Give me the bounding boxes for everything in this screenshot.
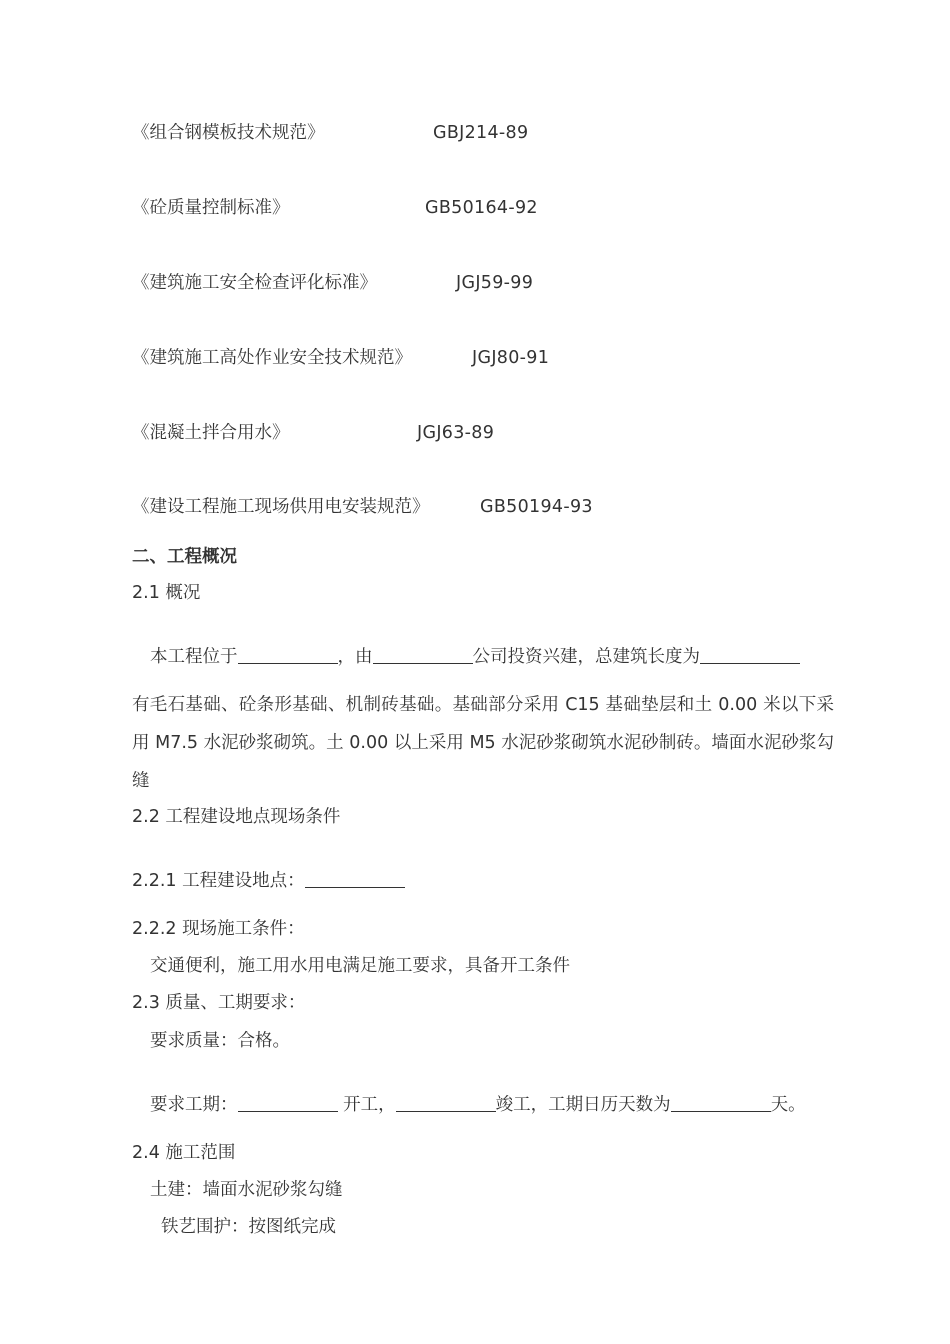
length-blank bbox=[700, 645, 800, 664]
location-blank bbox=[238, 645, 338, 664]
standard-code: GB50164-92 bbox=[425, 198, 538, 218]
standard-name: 《混凝土拌合用水》 bbox=[132, 423, 290, 443]
standard-code: JGJ80-91 bbox=[472, 348, 550, 368]
standard-name: 《建筑施工高处作业安全技术规范》 bbox=[132, 348, 412, 368]
scope-ironwork: 铁艺围护：按图纸完成 bbox=[161, 1217, 336, 1237]
site-location-line bbox=[132, 869, 405, 893]
site-location-label: 2.2.1 工程建设地点： bbox=[132, 871, 305, 891]
intro-text: ，由 bbox=[337, 647, 373, 667]
subsection-title-2-2: 2.2 工程建设地点现场条件 bbox=[132, 807, 341, 827]
standard-code: GBJ214-89 bbox=[433, 123, 529, 143]
site-conditions-text: 交通便利，施工用水用电满足施工要求，具备开工条件 bbox=[150, 956, 570, 976]
subsection-title-2-4: 2.4 施工范围 bbox=[132, 1143, 236, 1163]
standard-name: 《砼质量控制标准》 bbox=[132, 198, 290, 218]
site-location-blank bbox=[305, 869, 405, 888]
end-date-blank bbox=[396, 1093, 496, 1112]
subsection-title-2-3: 2.3 质量、工期要求： bbox=[132, 993, 306, 1013]
intro-text: 公司投资兴建，总建筑长度为 bbox=[472, 647, 700, 667]
scope-civil: 土建：墙面水泥砂浆勾缝 bbox=[150, 1180, 343, 1200]
start-date-blank bbox=[238, 1093, 338, 1112]
subsection-title-2-1: 2.1 概况 bbox=[132, 583, 201, 603]
standard-name: 《建设工程施工现场供用电安装规范》 bbox=[132, 497, 430, 517]
days-blank bbox=[671, 1093, 771, 1112]
period-text: 开工， bbox=[337, 1095, 396, 1115]
period-text: 竣工，工期日历天数为 bbox=[495, 1095, 671, 1115]
standard-code: GB50194-93 bbox=[480, 497, 593, 517]
standard-name: 《组合钢模板技术规范》 bbox=[132, 123, 325, 143]
period-text: 天。 bbox=[770, 1095, 806, 1115]
intro-first-line bbox=[150, 645, 800, 669]
section-heading: 二、工程概况 bbox=[132, 547, 237, 567]
standard-code: JGJ63-89 bbox=[417, 423, 495, 443]
subsection-title-2-2-2: 2.2.2 现场施工条件： bbox=[132, 919, 305, 939]
investor-blank bbox=[373, 645, 473, 664]
standard-code: JGJ59-99 bbox=[456, 273, 534, 293]
intro-text: 本工程位于 bbox=[150, 647, 238, 667]
intro-body-paragraph: 有毛石基础、砼条形基础、机制砖基础。基础部分采用 C15 基础垫层和土 0.00 米以下采用 M7.5 水泥砂浆砌筑。土 0.00 以上采用 M5 水泥砂浆砌筑水泥砂制砖。墙面水泥砂浆勾缝 bbox=[132, 695, 834, 791]
period-text: 要求工期： bbox=[150, 1095, 238, 1115]
quality-requirement: 要求质量：合格。 bbox=[150, 1031, 290, 1051]
period-requirement-line bbox=[150, 1093, 806, 1117]
standard-name: 《建筑施工安全检查评化标准》 bbox=[132, 273, 377, 293]
